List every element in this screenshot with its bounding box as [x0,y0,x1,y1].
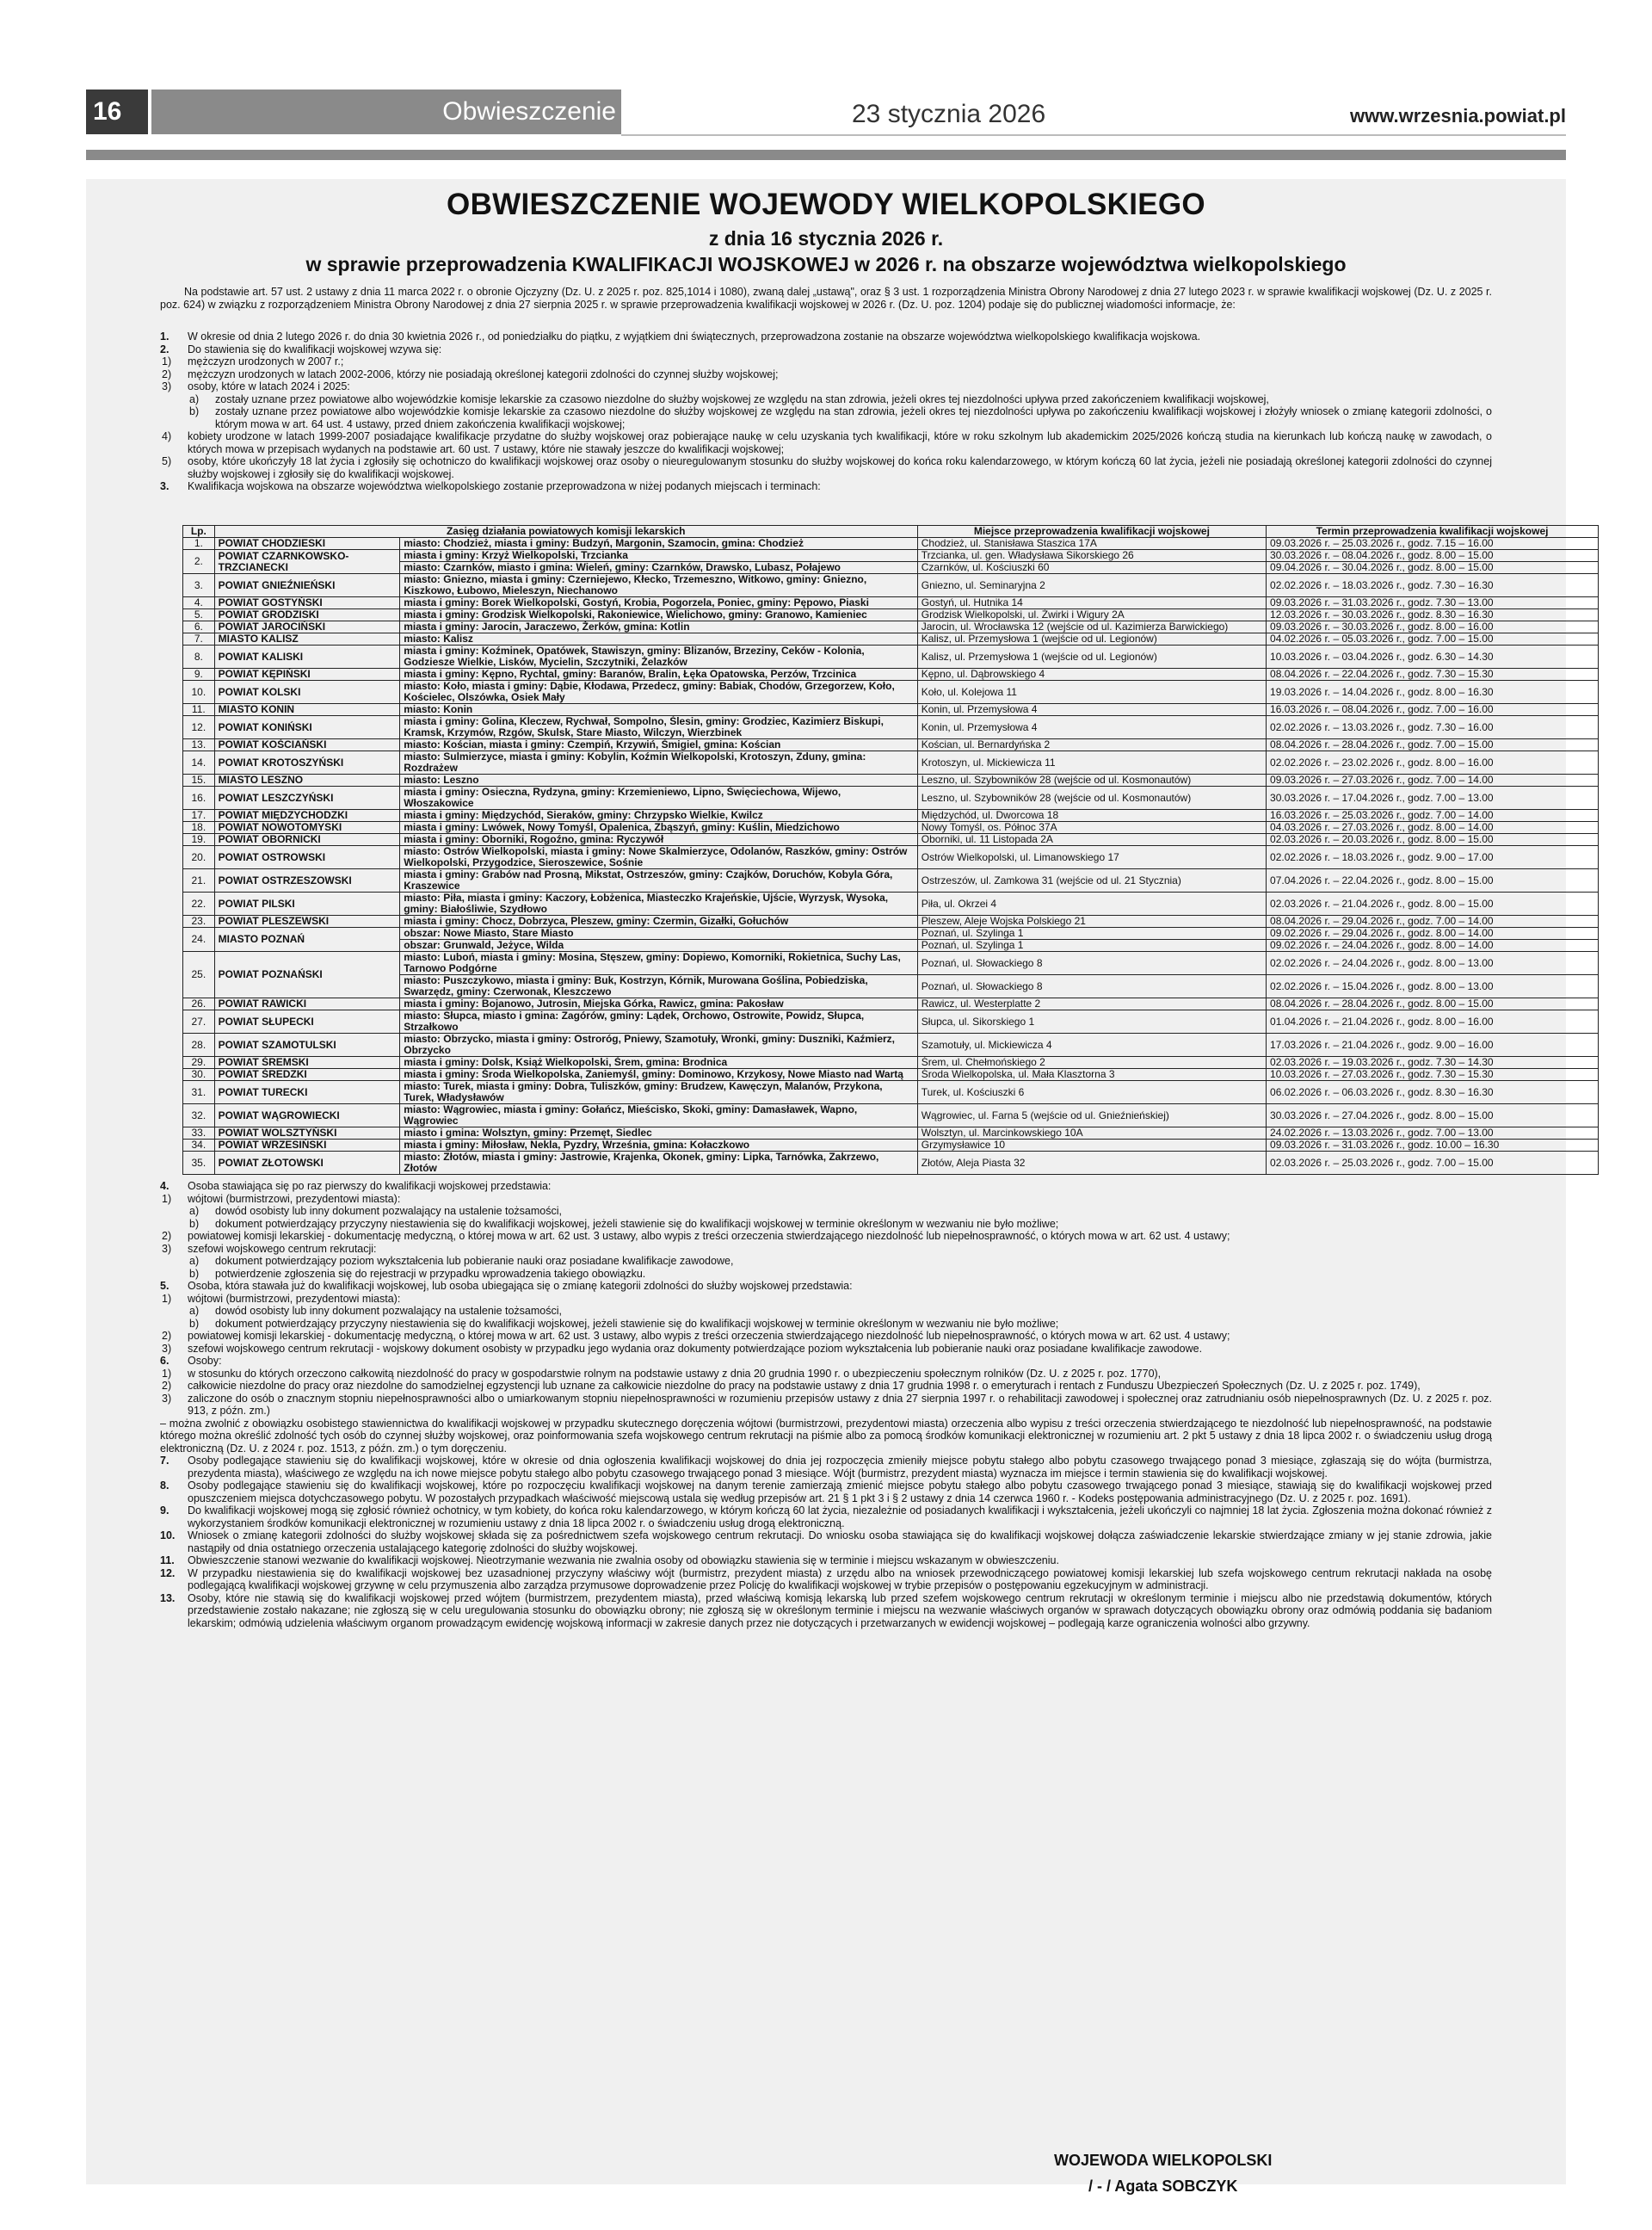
row-miejsce: Grzymysławice 10 [917,1140,1266,1152]
signature-name: / - / Agata SOBCZYK [1088,2177,1238,2195]
row-lp: 4. [183,597,215,609]
row-termin: 02.03.2026 r. – 19.03.2026 r., godz. 7.30 – 14.30 [1267,1057,1599,1069]
point-13: 13. Osoby, które nie stawią się do kwalifikacji wojskowej przed wójtem (burmistrzem, prezydentem miasta), przed właściwą komisją lekarską lub przed szefem wojskowego centrum rekrutacji w określonym terminie i miejscu albo nie przedstawią dokumentów, których przedstawienie zostało nakazane; nie zgłoszą się w celu uregulowania stosunku do obowiązku obrony; nie zgłoszą się w określonym terminie i miejscu na wezwanie właściwych organów w sprawach dotyczących obowiązku obrony oraz odmówią poddania się badaniom lekarskim; odmówią udzielenia właściwym organom prowadzącym ewidencję wojskową informacji w zakresie danych przez nie dotyczących i przetwarzanych w ewidencji wojskowej – podlegają karze ograniczenia wolności albo grzywny. [160,1591,1492,1629]
row-termin: 02.03.2026 r. – 25.03.2026 r., godz. 7.00 – 15.00 [1267,1152,1599,1175]
row-miejsce: Koło, ul. Kolejowa 11 [917,681,1266,704]
row-lp: 9. [183,669,215,681]
doc-date: z dnia 16 stycznia 2026 r. [708,227,944,250]
row-miejsce: Trzcianka, ul. gen. Władysława Sikorskiego 26 [917,550,1266,562]
table-row [183,916,1599,928]
row-termin: 24.02.2026 r. – 13.03.2026 r., godz. 7.00 – 13.00 [1267,1127,1599,1140]
row-zasieg: miasta i gminy: Chocz, Dobrzyca, Pleszew, gminy: Czermin, Gizałki, Gołuchów [400,916,918,928]
row-powiat: POWIAT KĘPIŃSKI [214,669,400,681]
row-termin: 19.03.2026 r. – 14.04.2026 r., godz. 8.00 – 16.30 [1267,681,1599,704]
point-5-1-a: a) dowód osobisty lub inny dokument pozwalający na ustalenie tożsamości, [189,1305,563,1317]
points-1-3 [160,330,1492,493]
row-miejsce: Rawicz, ul. Westerplatte 2 [917,998,1266,1010]
row-zasieg: miasta i gminy: Krzyż Wielkopolski, Trzcianka [400,550,918,562]
row-powiat: POWIAT LESZCZYŃSKI [214,787,400,810]
point-4-3-b: b) potwierdzenie zgłoszenia się do rejestracji w przypadku wprowadzenia takiego obowiązku. [189,1267,646,1280]
row-lp: 25. [183,952,215,998]
row-termin: 02.02.2026 r. – 18.03.2026 r., godz. 7.30 – 16.30 [1267,574,1599,597]
row-zasieg: miasta i gminy: Dolsk, Książ Wielkopolski, Śrem, gmina: Brodnica [400,1057,918,1069]
table-row [183,681,1599,704]
table-row [183,646,1599,669]
row-miejsce: Konin, ul. Przemysłowa 4 [917,716,1266,739]
row-termin: 09.03.2026 r. – 25.03.2026 r., godz. 7.15 – 16.00 [1267,538,1599,550]
row-termin: 12.03.2026 r. – 30.03.2026 r., godz. 8.30 – 16.30 [1267,609,1599,621]
row-miejsce: Złotów, Aleja Piasta 32 [917,1152,1266,1175]
row-lp: 21. [183,869,215,893]
row-miejsce: Śrem, ul. Chełmońskiego 2 [917,1057,1266,1069]
row-zasieg: miasto: Sulmierzyce, miasta i gminy: Kobylin, Koźmin Wielkopolski, Krotoszyn, Zduny, gmina: Rozdrażew [400,751,918,775]
table-row [183,1152,1599,1175]
row-zasieg: miasto: Luboń, miasta i gminy: Mosina, Stęszew, gminy: Dopiewo, Komorniki, Rokietnica, Suchy Las, Tarnowo Podgórne [400,952,918,975]
table-row [183,834,1599,846]
header-rule [86,150,1566,160]
row-miejsce: Poznań, ul. Słowackiego 8 [917,952,1266,975]
row-lp: 34. [183,1140,215,1152]
row-powiat: POWIAT SŁUPECKI [214,1010,400,1034]
row-lp: 23. [183,916,215,928]
row-zasieg: miasta i gminy: Międzychód, Sieraków, gminy: Chrzypsko Wielkie, Kwilcz [400,810,918,822]
row-lp: 16. [183,787,215,810]
row-powiat: MIASTO LESZNO [214,775,400,787]
table-row [183,621,1599,633]
row-termin: 02.03.2026 r. – 20.03.2026 r., godz. 8.00 – 15.00 [1267,834,1599,846]
row-lp: 26. [183,998,215,1010]
row-miejsce: Grodzisk Wielkopolski, ul. Żwirki i Wigury 2A [917,609,1266,621]
row-lp: 3. [183,574,215,597]
row-miejsce: Poznań, ul. Szylinga 1 [917,940,1266,952]
row-termin: 07.04.2026 r. – 22.04.2026 r., godz. 8.00 – 15.00 [1267,869,1599,893]
row-zasieg: miasto: Gniezno, miasta i gminy: Czerniejewo, Kłecko, Trzemeszno, Witkowo, gminy: Gniezno, Kiszkowo, Łubowo, Mieleszyn, Niechanowo [400,574,918,597]
col-lp: Lp. [183,526,215,538]
table-row [183,1069,1599,1081]
row-zasieg: miasta i gminy: Jarocin, Jaraczewo, Żerków, gmina: Kotlin [400,621,918,633]
row-termin: 30.03.2026 r. – 17.04.2026 r., godz. 7.00 – 13.00 [1267,787,1599,810]
row-powiat: POWIAT ŚREMSKI [214,1057,400,1069]
row-miejsce: Ostrzeszów, ul. Zamkowa 31 (wejście od ul. 21 Stycznia) [917,869,1266,893]
row-miejsce: Szamotuły, ul. Mickiewicza 4 [917,1034,1266,1057]
point-2-3-b: b) zostały uznane przez powiatowe albo wojewódzkie komisje lekarskie za czasowo niezdolne do służby wojskowej ze względu na stan zdrowia, jeżeli okres tej niezdolności upływa po zakończeniu kwalifikacji wojskowej i złożyły wniosek o zmianę kategorii zdolności, o którym mowa w art. 64 ust. 4 ustawy, przed dniem zakończenia kwalifikacji wojskowej; [189,405,1492,430]
row-miejsce: Wągrowiec, ul. Farna 5 (wejście od ul. Gnieźnieńskiej) [917,1104,1266,1127]
row-powiat: POWIAT OSTROWSKI [214,846,400,869]
point-8: 8. Osoby podlegające stawieniu się do kwalifikacji wojskowej, które po rozpoczęciu kwalifikacji wojskowej na danym terenie zamierzają zmienić miejsce pobytu stałego albo pobytu czasowego trwającego ponad 3 miesiące, stawiają się do kwalifikacji wojskowej przed opuszczeniem miejsca dotychczasowego pobytu. W pozostałych przypadkach właściwość miejscową ustala się według przepisów art. 21 § 1 pkt 3 i § 2 ustawy z dnia 14 czerwca 1960 r. - Kodeks postępowania administracyjnego (Dz. U. z 2025 r. poz. 1691). [160,1479,1492,1504]
row-termin: 30.03.2026 r. – 27.04.2026 r., godz. 8.00 – 15.00 [1267,1104,1599,1127]
doc-subject: w sprawie przeprowadzenia KWALIFIKACJI WOJSKOWEJ w 2026 r. na obszarze województwa wielkopolskiego [305,253,1347,275]
row-miejsce: Międzychód, ul. Dworcowa 18 [917,810,1266,822]
row-miejsce: Kościan, ul. Bernardyńska 2 [917,739,1266,751]
row-powiat: MIASTO KONIN [214,704,400,716]
row-powiat: POWIAT CHODZIESKI [214,538,400,550]
point-5-3: 3) szefowi wojskowego centrum rekrutacji - wojskowy dokument osobisty w przypadku jego wydania oraz dokumenty potwierdzające poziom wykształcenia lub pobieranie nauki oraz posiadane kwalifikacje zawodowe. [162,1342,1203,1355]
table-row [183,739,1599,751]
row-miejsce: Nowy Tomyśl, os. Północ 37A [917,822,1266,834]
row-termin: 09.03.2026 r. – 31.03.2026 r., godz. 7.30 – 13.00 [1267,597,1599,609]
table-row [183,716,1599,739]
table-row [183,893,1599,916]
row-lp: 8. [183,646,215,669]
row-lp: 7. [183,633,215,646]
row-termin: 09.03.2026 r. – 31.03.2026 r., godz. 10.00 – 16.30 [1267,1140,1599,1152]
row-zasieg: miasta i gminy: Golina, Kleczew, Rychwał, Sompolno, Ślesin, gminy: Grodziec, Kazimierz Biskupi, Kramsk, Krzymów, Rzgów, Skulsk, Stare Miasto, Wilczyn, Wierzbinek [400,716,918,739]
point-2-3-a: a) zostały uznane przez powiatowe albo wojewódzkie komisje lekarskie za czasowo niezdolne do służby wojskowej ze względu na stan zdrowia, jeżeli okres tej niezdolności upływa przed zakończeniem kwalifikacji wojskowej, [189,392,1269,405]
row-termin: 02.03.2026 r. – 21.04.2026 r., godz. 8.00 – 15.00 [1267,893,1599,916]
table-row [183,1127,1599,1140]
row-zasieg: miasto: Słupca, miasto i gmina: Zagórów, gminy: Lądek, Orchowo, Ostrowite, Powidz, Słupca, Strzałkowo [400,1010,918,1034]
point-2-2: 2) mężczyzn urodzonych w latach 2002-2006, którzy nie posiadają określonej kategorii zdolności do czynnej służby wojskowej; [162,368,779,380]
point-2-5: 5) osoby, które ukończyły 18 lat życia i zgłosiły się ochotniczo do kwalifikacji wojskowej oraz osoby o nieuregulowanym stosunku do służby wojskowej do końca roku kalendarzowego, w którym kończą 60 lat życia, jeżeli nie posiadają określonej kategorii zdolności do czynnej służby wojskowej i zgłosiły się do kwalifikacji wojskowej. [162,455,1492,480]
point-10: 10. Wniosek o zmianę kategorii zdolności do służby wojskowej składa się za pośrednictwem szefa wojskowego centrum rekrutacji. Do wniosku osoba stawiająca się do kwalifikacji wojskowej dołącza zaświadczenie lekarskie stwierdzające zmiany w jej stanie zdrowia, jakie nastąpiły od dnia ostatniego orzeczenia ustalającego kategorię zdolności do służby wojskowej. [160,1529,1492,1554]
row-powiat: POWIAT KOŚCIAŃSKI [214,739,400,751]
row-powiat: POWIAT GNIEŹNIEŃSKI [214,574,400,597]
row-powiat: POWIAT WRZESIŃSKI [214,1140,400,1152]
row-termin: 02.02.2026 r. – 15.04.2026 r., godz. 8.00 – 13.00 [1267,975,1599,998]
signature-title: WOJEWODA WIELKOPOLSKI [1054,2152,1273,2169]
row-miejsce: Kalisz, ul. Przemysłowa 1 (wejście od ul. Legionów) [917,646,1266,669]
row-zasieg: miasto: Puszczykowo, miasta i gminy: Buk, Kostrzyn, Kórnik, Murowana Goślina, Pobiedziska, Swarzędz, gminy: Czerwonak, Kleszczewo [400,975,918,998]
row-zasieg: miasta i gminy: Grodzisk Wielkopolski, Rakoniewice, Wielichowo, gminy: Granowo, Kamieniec [400,609,918,621]
table-row [183,751,1599,775]
row-termin: 08.04.2026 r. – 28.04.2026 r., godz. 8.00 – 15.00 [1267,998,1599,1010]
row-termin: 17.03.2026 r. – 21.04.2026 r., godz. 9.00 – 16.00 [1267,1034,1599,1057]
row-powiat: POWIAT PILSKI [214,893,400,916]
row-miejsce: Leszno, ul. Szybowników 28 (wejście od ul. Kosmonautów) [917,787,1266,810]
row-lp: 5. [183,609,215,621]
point-12: 12. W przypadku niestawienia się do kwalifikacji wojskowej bez uzasadnionej przyczyny właściwy wójt (burmistrz, prezydent miasta) z urzędu albo na wniosek przewodniczącego powiatowej komisji lekarskiej lub szefa wojskowego centrum rekrutacji nakłada na osobę podlegającą kwalifikacji wojskowej grzywnę w celu przymuszenia albo zarządza przymusowe doprowadzenie przez Policję do kwalifikacji wojskowej w trybie przepisów o postępowaniu egzekucyjnym w administracji. [160,1566,1492,1591]
row-miejsce: Poznań, ul. Słowackiego 8 [917,975,1266,998]
row-powiat: POWIAT TURECKI [214,1081,400,1104]
table-header-row [183,526,1599,538]
row-powiat: POWIAT OBORNICKI [214,834,400,846]
row-powiat: POWIAT SZAMOTULSKI [214,1034,400,1057]
table-row [183,609,1599,621]
points-4-13 [160,1180,1492,1629]
table-row [183,1104,1599,1127]
row-lp: 33. [183,1127,215,1140]
row-zasieg: obszar: Nowe Miasto, Stare Miasto [400,928,918,940]
row-powiat: POWIAT KROTOSZYŃSKI [214,751,400,775]
point-9: 9. Do kwalifikacji wojskowej mogą się zgłosić również ochotnicy, w tym kobiety, do końca roku kalendarzowego, w którym kończą 60 lat życia, niezależnie od posiadanych kwalifikacji i wykształcenia, jeżeli ukończyli co najmniej 18 lat życia. Zgłoszenia można dokonać również z wykorzystaniem środków komunikacji elektronicznej w rozumieniu ustawy z dnia 18 lipca 2002 r. o świadczeniu usług drogą elektroniczną. [160,1504,1492,1529]
row-zasieg: miasta i gminy: Lwówek, Nowy Tomyśl, Opalenica, Zbąszyń, gminy: Kuślin, Miedzichowo [400,822,918,834]
row-lp: 2. [183,550,215,574]
row-zasieg: miasto: Wągrowiec, miasta i gminy: Gołańcz, Mieścisko, Skoki, gminy: Damasławek, Wapno, Wągrowiec [400,1104,918,1127]
point-5: 5. Osoba, która stawała już do kwalifikacji wojskowej, lub osoba ubiegająca się o zmianę kategorii zdolności do służby wojskowej przedstawia: [160,1280,853,1292]
row-lp: 29. [183,1057,215,1069]
row-termin: 02.02.2026 r. – 23.02.2026 r., godz. 8.00 – 16.00 [1267,751,1599,775]
row-lp: 12. [183,716,215,739]
row-lp: 27. [183,1010,215,1034]
point-11: 11. Obwieszczenie stanowi wezwanie do kwalifikacji wojskowej. Nieotrzymanie wezwania nie zwalnia osoby od obowiązku stawienia się w terminie i miejscu wskazanym w obwieszczeniu. [160,1554,1059,1566]
row-powiat: POWIAT KONIŃSKI [214,716,400,739]
row-termin: 02.02.2026 r. – 18.03.2026 r., godz. 9.00 – 17.00 [1267,846,1599,869]
row-termin: 01.04.2026 r. – 21.04.2026 r., godz. 8.00 – 16.00 [1267,1010,1599,1034]
row-termin: 09.02.2026 r. – 29.04.2026 r., godz. 8.00 – 14.00 [1267,928,1599,940]
row-zasieg: miasto: Kalisz [400,633,918,646]
row-miejsce: Pleszew, Aleje Wojska Polskiego 21 [917,916,1266,928]
row-lp: 1. [183,538,215,550]
row-termin: 09.03.2026 r. – 27.03.2026 r., godz. 7.00 – 14.00 [1267,775,1599,787]
row-powiat: POWIAT CZARNKOWSKO-TRZCIANECKI [214,550,400,574]
row-miejsce: Gniezno, ul. Seminaryjna 2 [917,574,1266,597]
doc-title: OBWIESZCZENIE WOJEWODY WIELKOPOLSKIEGO [447,188,1205,221]
row-miejsce: Kalisz, ul. Przemysłowa 1 (wejście od ul. Legionów) [917,633,1266,646]
table-row [183,1010,1599,1034]
page-header [86,88,1566,139]
row-miejsce: Chodzież, ul. Stanisława Staszica 17A [917,538,1266,550]
point-2-4: 4) kobiety urodzone w latach 1999-2007 posiadające kwalifikacje przydatne do służby wojskowej oraz pobierające naukę w celu uzyskania tych kwalifikacji, które w roku szkolnym lub akademickim 2025/2026 kończą studia na kierunkach lub kończą naukę w zawodach, o których mowa w przepisach wydanych na podstawie art. 60 ust. 7 ustawy, które nie stawały jeszcze do kwalifikacji wojskowej; [162,430,1492,455]
row-lp: 35. [183,1152,215,1175]
point-4-1-a: a) dowód osobisty lub inny dokument pozwalający na ustalenie tożsamości, [189,1205,563,1217]
doc-intro: Na podstawie art. 57 ust. 2 ustawy z dnia 11 marca 2022 r. o obronie Ojczyzny (Dz. U. z 2025 r. poz. 825,1014 i 1080), zwaną dalej „ustawą", oraz § 3 ust. 1 rozporządzenia Ministra Obrony Narodowej z dnia 27 lutego 2023 r. w sprawie kwalifikacji wojskowej (Dz. U. z 2025 r. poz. 624) w związku z rozporządzeniem Ministra Obrony Narodowej z dnia 27 sierpnia 2025 r. w sprawie przeprowadzenia kwalifikacji wojskowej w 2026 r. (Dz. U. poz. 1204) podaje się do publicznej wiadomości informacje, że: [160,286,1492,311]
row-miejsce: Słupca, ul. Sikorskiego 1 [917,1010,1266,1034]
point-6-note: – można zwolnić z obowiązku osobistego stawiennictwa do kwalifikacji wojskowej w przypadku skutecznego doręczenia wójtowi (burmistrzowi, prezydentowi miasta) orzeczenia albo wypisu z treści orzeczenia stwierdzającego te niezdolność lub niepełnosprawność, na podstawie którego można określić zdolność tych osób do czynnej służby wojskowej, oraz poinformowania szefa wojskowego centrum rekrutacji na piśmie albo za pomocą środków komunikacji elektronicznej w rozumieniu art. 2 pkt 5 ustawy z dnia 18 lipca 2002 r. o świadczeniu usług drogą elektroniczną (Dz. U. z 2024 r. poz. 1513, z późn. zm.) o tym doręczeniu. [160,1417,1492,1455]
row-zasieg: miasto: Piła, miasta i gminy: Kaczory, Łobżenica, Miasteczko Krajeńskie, Ujście, Wyrzysk, Wysoka, gminy: Białośliwie, Szydłowo [400,893,918,916]
row-termin: 10.03.2026 r. – 03.04.2026 r., godz. 6.30 – 14.30 [1267,646,1599,669]
table-row [183,633,1599,646]
row-zasieg: miasto: Obrzycko, miasta i gminy: Ostroróg, Pniewy, Szamotuły, Wronki, gminy: Duszniki, Kaźmierz, Obrzycko [400,1034,918,1057]
table-row [183,1034,1599,1057]
row-lp: 13. [183,739,215,751]
row-termin: 02.02.2026 r. – 24.04.2026 r., godz. 8.00 – 13.00 [1267,952,1599,975]
table-row [183,869,1599,893]
row-powiat: POWIAT MIĘDZYCHODZKI [214,810,400,822]
row-lp: 24. [183,928,215,952]
table-row [183,810,1599,822]
row-lp: 28. [183,1034,215,1057]
table-row [183,787,1599,810]
row-powiat: MIASTO POZNAŃ [214,928,400,952]
point-7: 7. Osoby podlegające stawieniu się do kwalifikacji wojskowej, które w okresie od dnia ogłoszenia kwalifikacji wojskowej do dnia jej rozpoczęcia zmieniły miejsce pobytu stałego albo pobytu czasowego trwającego ponad 3 miesiące, zgłaszają się do wójta (burmistrza, prezydenta miasta), właściwego ze względu na ich nowe miejsce pobytu stałego albo pobytu czasowego trwającego ponad 3 miesiące. Wójt (burmistrz, prezydent miasta) wyznacza im miejsce i termin stawienia się do kwalifikacji wojskowej. [160,1455,1492,1479]
table-row [183,1057,1599,1069]
row-termin: 16.03.2026 r. – 25.03.2026 r., godz. 7.00 – 14.00 [1267,810,1599,822]
row-termin: 16.03.2026 r. – 08.04.2026 r., godz. 7.00 – 16.00 [1267,704,1599,716]
row-lp: 11. [183,704,215,716]
row-termin: 09.04.2026 r. – 30.04.2026 r., godz. 8.00 – 15.00 [1267,562,1599,574]
point-4: 4. Osoba stawiająca się po raz pierwszy do kwalifikacji wojskowej przedstawia: [160,1180,552,1192]
row-termin: 08.04.2026 r. – 22.04.2026 r., godz. 7.30 – 15.30 [1267,669,1599,681]
row-lp: 14. [183,751,215,775]
row-powiat: POWIAT GOSTYŃSKI [214,597,400,609]
row-miejsce: Oborniki, ul. 11 Listopada 2A [917,834,1266,846]
announcement-panel [86,179,1566,2195]
row-powiat: POWIAT NOWOTOMYSKI [214,822,400,834]
row-lp: 20. [183,846,215,869]
page-number: 16 [86,90,148,134]
row-zasieg: miasta i gminy: Osieczna, Rydzyna, gminy: Krzemieniewo, Lipno, Święciechowa, Wijewo, Włoszakowice [400,787,918,810]
table-row [183,775,1599,787]
row-powiat: POWIAT WĄGROWIECKI [214,1104,400,1127]
row-zasieg: miasto: Czarnków, miasto i gmina: Wieleń, gminy: Czarnków, Drawsko, Lubasz, Połajewo [400,562,918,574]
row-powiat: POWIAT KALISKI [214,646,400,669]
row-powiat: POWIAT WOLSZTYŃSKI [214,1127,400,1140]
row-lp: 6. [183,621,215,633]
point-2-1: 1) mężczyzn urodzonych w 2007 r.; [162,355,344,368]
row-termin: 08.04.2026 r. – 28.04.2026 r., godz. 7.00 – 15.00 [1267,739,1599,751]
row-zasieg: miasto i gmina: Wolsztyn, gminy: Przemęt, Siedlec [400,1127,918,1140]
table-row [183,1081,1599,1104]
row-powiat: POWIAT PLESZEWSKI [214,916,400,928]
row-miejsce: Gostyń, ul. Hutnika 14 [917,597,1266,609]
row-miejsce: Kępno, ul. Dąbrowskiego 4 [917,669,1266,681]
point-2: 2. Do stawienia się do kwalifikacji wojskowej wzywa się: [160,343,442,355]
website-url[interactable]: www.wrzesnia.powiat.pl [1349,105,1566,127]
row-lp: 10. [183,681,215,704]
row-termin: 08.04.2026 r. – 29.04.2026 r., godz. 7.00 – 14.00 [1267,916,1599,928]
row-termin: 04.02.2026 r. – 05.03.2026 r., godz. 7.00 – 15.00 [1267,633,1599,646]
issue-date: 23 stycznia 2026 [852,100,1046,128]
point-6-2: 2) całkowicie niezdolne do pracy oraz niezdolne do samodzielnej egzystencji lub uznane za całkowicie niezdolne do pracy na podstawie ustawy z dnia 17 grudnia 1998 r. o emeryturach i rentach z Funduszu Ubezpieczeń Społecznych (Dz. U. z 2025 r. poz. 1749), [162,1380,1421,1392]
row-zasieg: miasta i gminy: Oborniki, Rogoźno, gmina: Ryczywół [400,834,918,846]
row-zasieg: miasto: Złotów, miasta i gminy: Jastrowie, Krajenka, Okonek, gminy: Lipka, Tarnówka, Zakrzewo, Złotów [400,1152,918,1175]
row-zasieg: miasta i gminy: Miłosław, Nekla, Pyzdry, Września, gmina: Kołaczkowo [400,1140,918,1152]
row-powiat: POWIAT JAROCIŃSKI [214,621,400,633]
row-powiat: POWIAT RAWICKI [214,998,400,1010]
row-miejsce: Leszno, ul. Szybowników 28 (wejście od ul. Kosmonautów) [917,775,1266,787]
row-zasieg: miasta i gminy: Bojanowo, Jutrosin, Miejska Górka, Rawicz, gmina: Pakosław [400,998,918,1010]
table-row [183,1140,1599,1152]
row-miejsce: Czarnków, ul. Kościuszki 60 [917,562,1266,574]
row-powiat: MIASTO KALISZ [214,633,400,646]
point-3: 3. Kwalifikacja wojskowa na obszarze województwa wielkopolskiego zostanie przeprowadzona w niżej podanych miejscach i terminach: [160,480,821,492]
row-zasieg: obszar: Grunwald, Jeżyce, Wilda [400,940,918,952]
table-row [183,998,1599,1010]
row-termin: 10.03.2026 r. – 27.03.2026 r., godz. 7.30 – 15.30 [1267,1069,1599,1081]
header-underline [621,134,1566,136]
row-zasieg: miasto: Ostrów Wielkopolski, miasta i gminy: Nowe Skalmierzyce, Odolanów, Raszków, gminy: Ostrów Wielkopolski, Przygodzice, Sieroszewice, Sośnie [400,846,918,869]
row-termin: 09.02.2026 r. – 24.04.2026 r., godz. 8.00 – 14.00 [1267,940,1599,952]
row-miejsce: Piła, ul. Okrzei 4 [917,893,1266,916]
table-row [183,597,1599,609]
table-row [183,574,1599,597]
row-zasieg: miasta i gminy: Grabów nad Prosną, Mikstat, Ostrzeszów, gminy: Czajków, Doruchów, Kobyla Góra, Kraszewice [400,869,918,893]
point-2-3: 3) osoby, które w latach 2024 i 2025: [162,380,350,392]
row-zasieg: miasto: Turek, miasta i gminy: Dobra, Tuliszków, gminy: Brudzew, Kawęczyn, Malanów, Przykona, Turek, Władysławów [400,1081,918,1104]
row-miejsce: Krotoszyn, ul. Mickiewicza 11 [917,751,1266,775]
row-miejsce: Turek, ul. Kościuszki 6 [917,1081,1266,1104]
row-lp: 15. [183,775,215,787]
point-5-1-b: b) dokument potwierdzający przyczyny niestawienia się do kwalifikacji wojskowej, jeżeli stawienie się do kwalifikacji wojskowej w terminie określonym w wezwaniu nie było możliwe; [189,1317,1059,1330]
qualification-schedule-table [182,525,1599,1175]
row-termin: 06.02.2026 r. – 06.03.2026 r., godz. 8.30 – 16.30 [1267,1081,1599,1104]
point-4-1-b: b) dokument potwierdzający przyczyny niestawienia się do kwalifikacji wojskowej, jeżeli stawienie się do kwalifikacji wojskowej w terminie określonym w wezwaniu nie było możliwe; [189,1217,1059,1230]
table-row [183,928,1599,940]
col-termin: Termin przeprowadzenia kwalifikacji wojskowej [1267,526,1599,538]
point-6: 6. Osoby: [160,1355,222,1367]
row-lp: 32. [183,1104,215,1127]
table-row [183,846,1599,869]
row-zasieg: miasto: Chodzież, miasta i gminy: Budzyń, Margonin, Szamocin, gmina: Chodzież [400,538,918,550]
row-powiat: POWIAT KOLSKI [214,681,400,704]
point-6-3: 3) zaliczone do osób o znacznym stopniu niepełnosprawności albo o umiarkowanym stopniu niepełnosprawności w rozumieniu przepisów ustawy z dnia 27 sierpnia 1997 r. o rehabilitacji zawodowej i społecznej oraz zatrudnianiu osób niepełnosprawnych (Dz. U. z 2025 r. poz. 913, z późn. zm.) [162,1392,1492,1417]
col-zasieg: Zasięg działania powiatowych komisji lekarskich [214,526,917,538]
col-miejsce: Miejsce przeprowadzenia kwalifikacji wojskowej [917,526,1266,538]
row-termin: 30.03.2026 r. – 08.04.2026 r., godz. 8.00 – 15.00 [1267,550,1599,562]
row-zasieg: miasta i gminy: Koźminek, Opatówek, Stawiszyn, gminy: Blizanów, Brzeziny, Ceków - Kolonia, Godziesze Wielkie, Lisków, Mycielin, Szczytniki, Żelazków [400,646,918,669]
row-miejsce: Wolsztyn, ul. Marcinkowskiego 10A [917,1127,1266,1140]
row-zasieg: miasto: Koło, miasta i gminy: Dąbie, Kłodawa, Przedecz, gminy: Babiak, Chodów, Grzegorzew, Koło, Kościelec, Olszówka, Osiek Mały [400,681,918,704]
row-termin: 04.03.2026 r. – 27.03.2026 r., godz. 8.00 – 14.00 [1267,822,1599,834]
row-lp: 19. [183,834,215,846]
point-1: 1. W okresie od dnia 2 lutego 2026 r. do dnia 30 kwietnia 2026 r., od poniedziałku do piątku, z wyjątkiem dni świątecznych, przeprowadzona zostanie na obszarze województwa wielkopolskiego kwalifikacja wojskowa. [160,330,1201,343]
row-powiat: POWIAT POZNAŃSKI [214,952,400,998]
row-zasieg: miasta i gminy: Borek Wielkopolski, Gostyń, Krobia, Pogorzela, Poniec, gminy: Pępowo, Piaski [400,597,918,609]
row-powiat: POWIAT OSTRZESZOWSKI [214,869,400,893]
row-lp: 18. [183,822,215,834]
row-zasieg: miasto: Leszno [400,775,918,787]
row-miejsce: Środa Wielkopolska, ul. Mała Klasztorna 3 [917,1069,1266,1081]
row-powiat: POWIAT GRODZISKI [214,609,400,621]
section-label: Obwieszczenie [151,90,621,134]
table-row [183,704,1599,716]
table-row [183,952,1599,975]
row-miejsce: Ostrów Wielkopolski, ul. Limanowskiego 17 [917,846,1266,869]
row-termin: 02.02.2026 r. – 13.03.2026 r., godz. 7.30 – 16.00 [1267,716,1599,739]
table-row [183,550,1599,562]
row-zasieg: miasta i gminy: Kępno, Rychtal, gminy: Baranów, Bralin, Łęka Opatowska, Perzów, Trzcinica [400,669,918,681]
row-termin: 09.03.2026 r. – 30.03.2026 r., godz. 8.00 – 16.00 [1267,621,1599,633]
table-row [183,669,1599,681]
row-zasieg: miasto: Konin [400,704,918,716]
row-lp: 31. [183,1081,215,1104]
row-powiat: POWIAT ŚREDZKI [214,1069,400,1081]
row-zasieg: miasta i gminy: Środa Wielkopolska, Zaniemyśl, gminy: Dominowo, Krzykosy, Nowe Miasto nad Wartą [400,1069,918,1081]
point-4-3: 3) szefowi wojskowego centrum rekrutacji: [162,1242,377,1255]
row-miejsce: Poznań, ul. Szylinga 1 [917,928,1266,940]
point-4-3-a: a) dokument potwierdzający poziom wykształcenia lub pobieranie nauki oraz posiadane kwalifikacje zawodowe, [189,1255,734,1267]
row-miejsce: Konin, ul. Przemysłowa 4 [917,704,1266,716]
row-zasieg: miasto: Kościan, miasta i gminy: Czempiń, Krzywiń, Śmigiel, gmina: Kościan [400,739,918,751]
table-row [183,538,1599,550]
row-lp: 22. [183,893,215,916]
point-4-1: 1) wójtowi (burmistrzowi, prezydentowi miasta): [162,1192,401,1205]
row-miejsce: Jarocin, ul. Wrocławska 12 (wejście od ul. Kazimierza Barwickiego) [917,621,1266,633]
point-6-1: 1) w stosunku do których orzeczono całkowitą niezdolność do pracy w gospodarstwie rolnym na podstawie ustawy z dnia 20 grudnia 1990 r. o ubezpieczeniu społecznym rolników (Dz. U. z 2025 r. poz. 1770), [162,1367,1162,1380]
point-5-1: 1) wójtowi (burmistrzowi, prezydentowi miasta): [162,1292,401,1305]
row-lp: 30. [183,1069,215,1081]
table-row [183,822,1599,834]
row-lp: 17. [183,810,215,822]
point-4-2: 2) powiatowej komisji lekarskiej - dokumentację medyczną, o której mowa w art. 62 ust. 3 ustawy, albo wypis z treści orzeczenia stwierdzającego niezdolność lub niepełnosprawność, o których mowa w art. 62 ust. 4 ustawy; [162,1230,1230,1242]
row-powiat: POWIAT ZŁOTOWSKI [214,1152,400,1175]
point-5-2: 2) powiatowej komisji lekarskiej - dokumentację medyczną, o której mowa w art. 62 ust. 3 ustawy, albo wypis z treści orzeczenia stwierdzającego niezdolność lub niepełnosprawność, o których mowa w art. 62 ust. 4 ustawy; [162,1330,1230,1342]
